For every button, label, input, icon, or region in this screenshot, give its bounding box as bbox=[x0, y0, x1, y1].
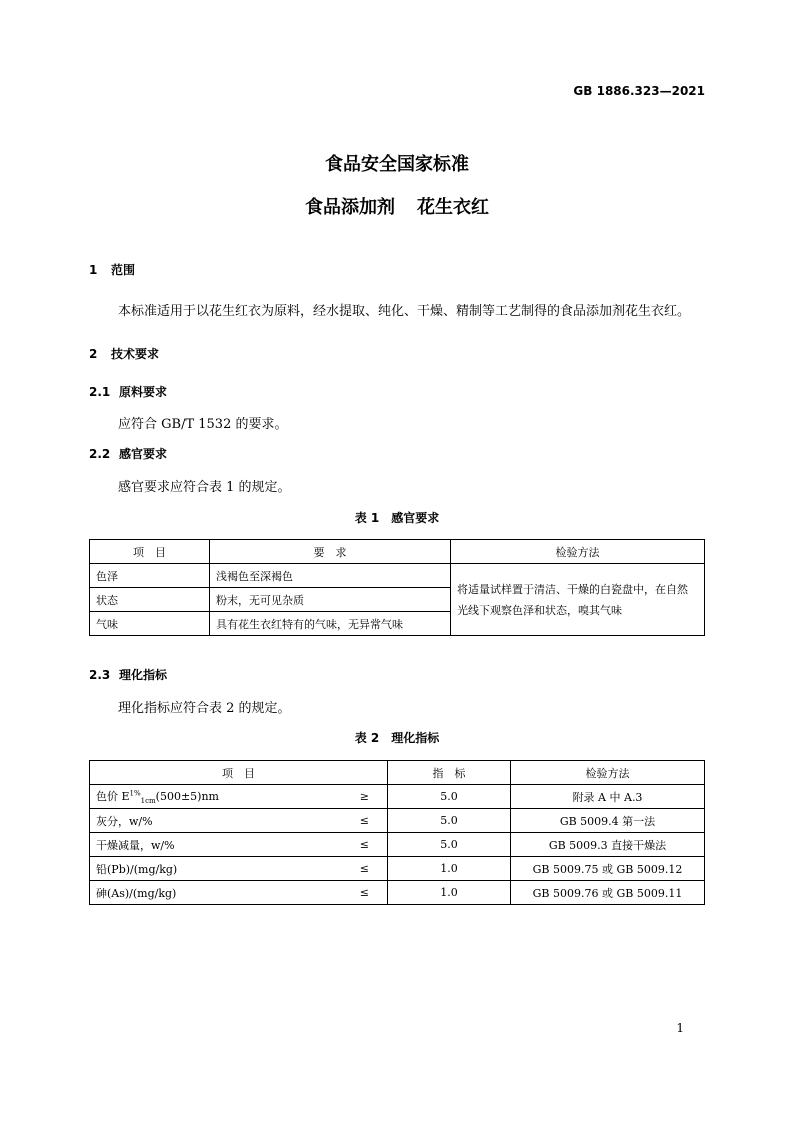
cell-value: 5.0 bbox=[388, 833, 511, 857]
col-header-item: 项 目 bbox=[90, 540, 210, 564]
physicochemical-indicators-table bbox=[89, 760, 705, 905]
document-subtitle bbox=[0, 193, 794, 219]
cell-item: 气味 bbox=[90, 612, 210, 636]
cell-item: 砷(As)/(mg/kg) bbox=[90, 881, 337, 905]
cell-method: GB 5009.3 直接干燥法 bbox=[511, 833, 705, 857]
cell-value: 1.0 bbox=[388, 857, 511, 881]
table-row bbox=[90, 564, 705, 588]
section-number: 2.1 bbox=[89, 385, 111, 399]
section-title: 技术要求 bbox=[111, 347, 160, 361]
section-number: 2.2 bbox=[89, 447, 111, 461]
table-row bbox=[90, 857, 705, 881]
cell-method: GB 5009.4 第一法 bbox=[511, 809, 705, 833]
cell-value: 5.0 bbox=[388, 785, 511, 809]
table-header-row bbox=[90, 540, 705, 564]
section-1-heading bbox=[89, 261, 135, 278]
cell-item: 灰分，w/% bbox=[90, 809, 337, 833]
section-number: 2.3 bbox=[89, 668, 111, 682]
col-header-item: 项 目 bbox=[90, 761, 388, 785]
table-2-caption: 表 2 理化指标 bbox=[354, 731, 440, 745]
cell-method: GB 5009.76 或 GB 5009.11 bbox=[511, 881, 705, 905]
sensory-requirements-table bbox=[89, 539, 705, 636]
section-2-3-text: 理化指标应符合表 2 的规定。 bbox=[118, 701, 291, 716]
section-2-1-text: 应符合 GB/T 1532 的要求。 bbox=[118, 417, 288, 432]
section-number: 2 bbox=[89, 347, 98, 361]
cell-item: 状态 bbox=[90, 588, 210, 612]
cell-item: 铅(Pb)/(mg/kg) bbox=[90, 857, 337, 881]
cell-method: 附录 A 中 A.3 bbox=[511, 785, 705, 809]
cell-comparator: ≥ bbox=[337, 785, 388, 809]
col-header-requirement: 要 求 bbox=[210, 540, 451, 564]
table-row bbox=[90, 881, 705, 905]
section-2-heading bbox=[89, 345, 159, 362]
cell-comparator: ≤ bbox=[337, 857, 388, 881]
cell-method: 将适量试样置于清洁、干燥的白瓷盘中，在自然光线下观察色泽和状态，嗅其气味 bbox=[451, 564, 705, 636]
cell-item: 干燥减量，w/% bbox=[90, 833, 337, 857]
cell-requirement: 粉末，无可见杂质 bbox=[210, 588, 451, 612]
cell-comparator: ≤ bbox=[337, 809, 388, 833]
table-row bbox=[90, 809, 705, 833]
document-title: 食品安全国家标准 bbox=[325, 154, 469, 175]
section-title: 理化指标 bbox=[119, 668, 168, 682]
cell-item: 色价 $E^{1\%}_{1cm}(500\pm 5)nm$ bbox=[90, 785, 337, 809]
table-row bbox=[90, 785, 705, 809]
table-header-row bbox=[90, 761, 705, 785]
section-2-2-heading bbox=[89, 445, 167, 462]
cell-requirement: 浅褐色至深褐色 bbox=[210, 564, 451, 588]
col-header-method: 检验方法 bbox=[451, 540, 705, 564]
table-row bbox=[90, 833, 705, 857]
col-header-index: 指 标 bbox=[388, 761, 511, 785]
subtitle-part-b: 花生衣红 bbox=[417, 197, 489, 218]
section-title: 范围 bbox=[111, 263, 136, 277]
section-number: 1 bbox=[89, 263, 98, 277]
cell-value: 1.0 bbox=[388, 881, 511, 905]
cell-requirement: 具有花生衣红特有的气味，无异常气味 bbox=[210, 612, 451, 636]
section-2-3-heading bbox=[89, 666, 167, 683]
col-header-method: 检验方法 bbox=[511, 761, 705, 785]
subtitle-part-a: 食品添加剂 bbox=[305, 197, 395, 218]
section-2-1-heading bbox=[89, 383, 167, 400]
section-2-2-text: 感官要求应符合表 1 的规定。 bbox=[118, 480, 291, 495]
section-title: 感官要求 bbox=[119, 447, 168, 461]
section-1-text: 本标准适用于以花生红衣为原料，经水提取、纯化、干燥、精制等工艺制得的食品添加剂花生衣红。 bbox=[118, 304, 691, 319]
cell-comparator: ≤ bbox=[337, 833, 388, 857]
table-1-caption: 表 1 感官要求 bbox=[354, 511, 440, 525]
cell-comparator: ≤ bbox=[337, 881, 388, 905]
cell-value: 5.0 bbox=[388, 809, 511, 833]
cell-item: 色泽 bbox=[90, 564, 210, 588]
standard-code: GB 1886.323—2021 bbox=[573, 84, 705, 98]
page-number: 1 bbox=[676, 1021, 684, 1035]
cell-method: GB 5009.75 或 GB 5009.12 bbox=[511, 857, 705, 881]
section-title: 原料要求 bbox=[119, 385, 168, 399]
